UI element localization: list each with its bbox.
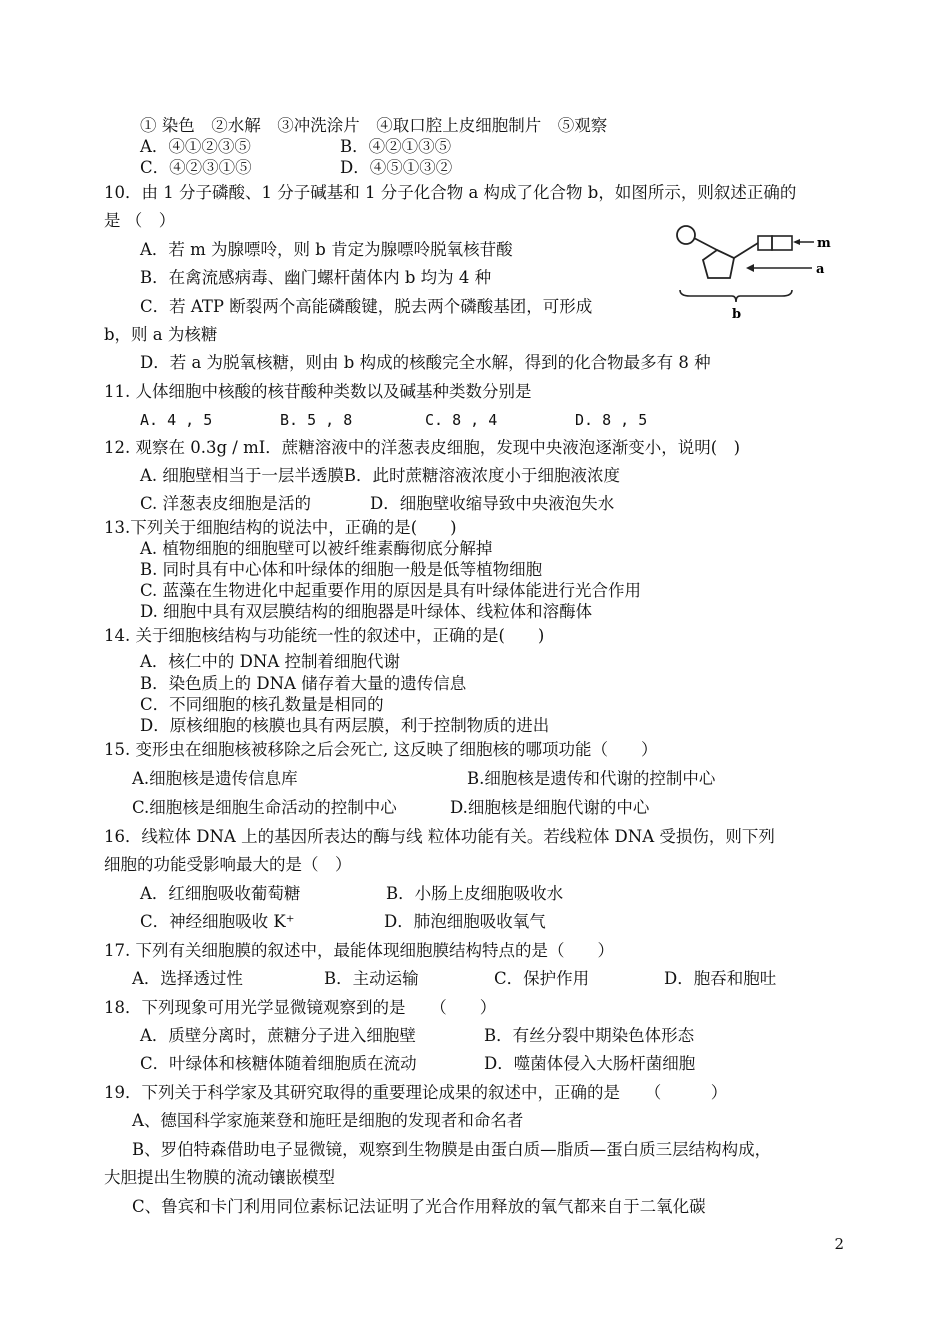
q14-option-a[interactable]: A．核仁中的 DNA 控制着细胞代谢 [140, 652, 400, 671]
q17-options [132, 968, 776, 990]
q19-option-b-1[interactable]: B、罗伯特森借助电子显微镜，观察到生物膜是由蛋白质—脂质—蛋白质三层结构构成， [132, 1140, 772, 1159]
base-bond [734, 243, 758, 258]
q9-options-row2 [140, 157, 452, 179]
q19-option-c[interactable]: C、鲁宾和卡门利用同位素标记法证明了光合作用释放的氧气都来自于二氧化碳 [132, 1197, 706, 1216]
q16-options-row1 [140, 883, 563, 905]
q10-stem-1: 10．由 1 分子磷酸、1 分子碱基和 1 分子化合物 a 构成了化合物 b，如图所示，则叙述正确的 [104, 183, 797, 202]
q19-option-a[interactable]: A、德国科学家施莱登和施旺是细胞的发现者和命名者 [132, 1111, 524, 1130]
base-box-1 [758, 236, 772, 250]
q19-stem: 19．下列关于科学家及其研究取得的重要理论成果的叙述中，正确的是 （ ） [104, 1083, 728, 1102]
q13-stem: 13.下列关于细胞结构的说法中，正确的是( ) [104, 518, 457, 537]
q17-stem: 17. 下列有关细胞膜的叙述中，最能体现细胞膜结构特点的是（ ） [104, 941, 614, 960]
pentose-ring [703, 250, 734, 278]
q16-option-a[interactable]: A．红细胞吸收葡萄糖 [140, 884, 301, 903]
q19-option-b-2: 大胆提出生物膜的流动镶嵌模型 [104, 1168, 335, 1187]
q16-option-d[interactable]: D．肺泡细胞吸收氧气 [384, 912, 546, 931]
q9-options-row1 [140, 136, 451, 158]
q13-option-d[interactable]: D. 细胞中具有双层膜结构的细胞器是叶绿体、线粒体和溶酶体 [140, 602, 593, 621]
q17-option-d[interactable]: D．胞吞和胞吐 [664, 969, 777, 988]
q9-option-b[interactable]: B．④②①③⑤ [340, 137, 452, 156]
q13-option-a[interactable]: A. 植物细胞的细胞壁可以被纤维素酶彻底分解掉 [140, 539, 493, 558]
q11-option-b[interactable]: B. 5 , 8 [280, 411, 353, 429]
q11-option-a[interactable]: A. 4 , 5 [140, 411, 213, 429]
arrow-m-head [793, 239, 800, 245]
base-box-2 [772, 236, 792, 250]
q10-option-d[interactable]: D．若 a 为脱氧核糖，则由 b 构成的核酸完全水解，得到的化合物最多有 8 种 [140, 353, 711, 372]
q14-option-c[interactable]: C．不同细胞的核孔数量是相同的 [140, 695, 384, 714]
q16-option-b[interactable]: B．小肠上皮细胞吸收水 [386, 884, 564, 903]
q16-stem-1: 16．线粒体 DNA 上的基因所表达的酶与线 粒体功能有关。若线粒体 DNA 受损伤，则下列 [104, 827, 775, 846]
q18-options-row1 [140, 1025, 694, 1047]
q10-option-c-1[interactable]: C．若 ATP 断裂两个高能磷酸键，脱去两个磷酸基团，可形成 [140, 297, 593, 316]
label-b: b [732, 307, 742, 322]
q10-option-c-2: b，则 a 为核糖 [104, 325, 218, 344]
q9-steps: ① 染色 ②水解 ③冲洗涂片 ④取口腔上皮细胞制片 ⑤观察 [140, 116, 608, 135]
q15-options-row2 [132, 797, 649, 819]
q13-option-c[interactable]: C. 蓝藻在生物进化中起重要作用的原因是具有叶绿体能进行光合作用 [140, 581, 642, 600]
arrow-a-head [746, 264, 754, 272]
q12-option-a[interactable]: A. 细胞壁相当于一层半透膜 [140, 466, 344, 485]
q10-option-b[interactable]: B．在禽流感病毒、幽门螺杆菌体内 b 均为 4 种 [140, 268, 492, 287]
q15-options-row1 [132, 768, 715, 790]
q11-stem: 11. 人体细胞中核酸的核苷酸种类数以及碱基种类数分别是 [104, 382, 532, 401]
q18-option-b[interactable]: B．有丝分裂中期染色体形态 [484, 1026, 695, 1045]
q15-option-b[interactable]: B.细胞核是遗传和代谢的控制中心 [467, 769, 716, 788]
label-m: m [817, 236, 831, 251]
q12-stem: 12. 观察在 0.3g / mI．蔗糖溶液中的洋葱表皮细胞，发现中央液泡逐渐变小，说明( ) [104, 438, 741, 457]
q15-option-c[interactable]: C.细胞核是细胞生命活动的控制中心 [132, 798, 397, 817]
q12-option-b[interactable]: B．此时蔗糖溶液浓度小于细胞液浓度 [343, 466, 621, 485]
phosphate-bond [694, 238, 717, 250]
page-number: 2 [834, 1235, 844, 1253]
q9-option-c[interactable]: C．④②③①⑤ [140, 158, 252, 177]
q16-options-row2 [140, 911, 546, 933]
q17-option-b[interactable]: B．主动运输 [324, 969, 419, 988]
q15-stem: 15. 变形虫在细胞核被移除之后会死亡, 这反映了细胞核的哪项功能（ ） [104, 740, 658, 759]
q15-option-d[interactable]: D.细胞核是细胞代谢的中心 [450, 798, 650, 817]
q18-option-a[interactable]: A．质壁分离时，蔗糖分子进入细胞壁 [140, 1026, 416, 1045]
q10-option-a[interactable]: A．若 m 为腺嘌呤，则 b 肯定为腺嘌呤脱氧核苷酸 [140, 240, 513, 259]
q11-option-d[interactable]: D. 8 , 5 [575, 411, 648, 429]
q9-option-a[interactable]: A．④①②③⑤ [140, 137, 251, 156]
label-a: a [816, 262, 825, 277]
q16-stem-2: 细胞的功能受影响最大的是（ ） [104, 855, 352, 874]
q17-option-a[interactable]: A．选择透过性 [132, 969, 243, 988]
nucleotide-diagram [672, 222, 832, 322]
q18-options-row2 [140, 1053, 695, 1075]
q18-option-c[interactable]: C．叶绿体和核糖体随着细胞质在流动 [140, 1054, 417, 1073]
phosphate-circle [677, 226, 695, 244]
q13-option-b[interactable]: B. 同时具有中心体和叶绿体的细胞一般是低等植物细胞 [140, 560, 543, 579]
q12-options-row2 [140, 493, 614, 515]
q12-option-c[interactable]: C. 洋葱表皮细胞是活的 [140, 494, 312, 513]
q11-option-c[interactable]: C. 8 , 4 [425, 411, 498, 429]
q18-stem: 18．下列现象可用光学显微镜观察到的是 （ ） [104, 998, 497, 1017]
q14-stem: 14. 关于细胞核结构与功能统一性的叙述中，正确的是( ) [104, 626, 545, 645]
q12-option-d[interactable]: D．细胞壁收缩导致中央液泡失水 [370, 494, 615, 513]
q17-option-c[interactable]: C．保护作用 [494, 969, 590, 988]
q18-option-d[interactable]: D．噬菌体侵入大肠杆菌细胞 [484, 1054, 696, 1073]
q15-option-a[interactable]: A.细胞核是遗传信息库 [132, 769, 298, 788]
brace-b [680, 290, 792, 302]
q12-options-row1 [140, 465, 620, 487]
q16-option-c[interactable]: C．神经细胞吸收 K⁺ [140, 912, 295, 931]
q10-stem-2: 是 （ ） [104, 211, 176, 230]
q9-option-d[interactable]: D．④⑤①③② [340, 158, 453, 177]
q14-option-b[interactable]: B．染色质上的 DNA 储存着大量的遗传信息 [140, 674, 467, 693]
q11-options [140, 409, 647, 431]
q14-option-d[interactable]: D．原核细胞的核膜也具有两层膜，利于控制物质的进出 [140, 716, 550, 735]
